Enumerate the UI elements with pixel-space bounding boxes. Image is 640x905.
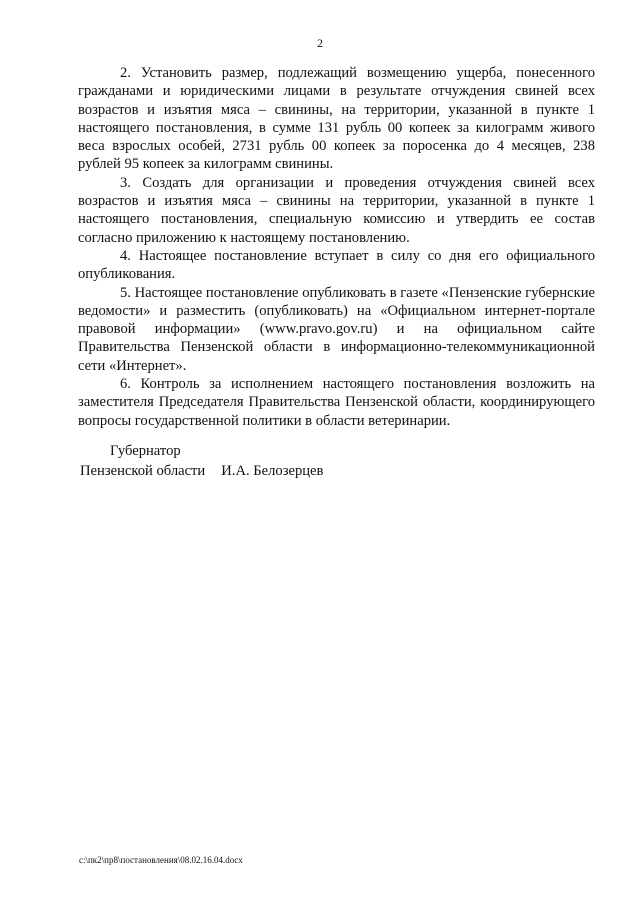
signature-block — [80, 441, 323, 481]
signatory-title: Губернатор — [110, 443, 181, 459]
paragraph-item-2: 2. Установить размер, подлежащий возмещению ущерба, понесенного гражданами и юридическими лицами в результате отчуждения свиней всех возрастов и изъятия мяса – свинины, на территории, указанной в пункте 1 настоящего постановления, в сумме 131 рубль 00 копеек за килограмм живого веса взрослых особей, 2731 рубль 00 копеек за поросенка до 4 месяцев, 238 рублей 95 копеек за килограмм свинины. — [78, 65, 595, 173]
paragraph-item-3: 3. Создать для организации и проведения отчуждения свиней всех возрастов и изъятия мяса – свинины на территории, указанной в пункте 1 настоящего постановления, специальную комиссию и утвердить ее состав согласно приложению к настоящему постановлению. — [78, 174, 595, 246]
signatory-region: Пензенской области — [80, 463, 206, 479]
page-number: 2 — [317, 36, 323, 50]
paragraph-item-5: 5. Настоящее постановление опубликовать в газете «Пензенские губернские ведомости» и разместить (опубликовать) на «Официальном интернет-портале правовой информации» (www.pravo.gov.ru) и на официальном сайте Правительства Пензенской области в информационно-телекоммуникационной сети «Интернет». — [78, 284, 595, 374]
document-body — [78, 64, 595, 430]
paragraph-item-4: 4. Настоящее постановление вступает в силу со дня его официального опубликования. — [78, 247, 595, 283]
paragraph-item-6: 6. Контроль за исполнением настоящего постановления возложить на заместителя Председателя Правительства Пензенской области, координирующего вопросы государственной политики в области ветеринарии. — [78, 376, 595, 429]
signatory-name: И.А. Белозерцев — [221, 463, 324, 479]
file-path-footer: c:\пк2\пр8\постановления\08.02.16.04.docx — [79, 855, 243, 865]
